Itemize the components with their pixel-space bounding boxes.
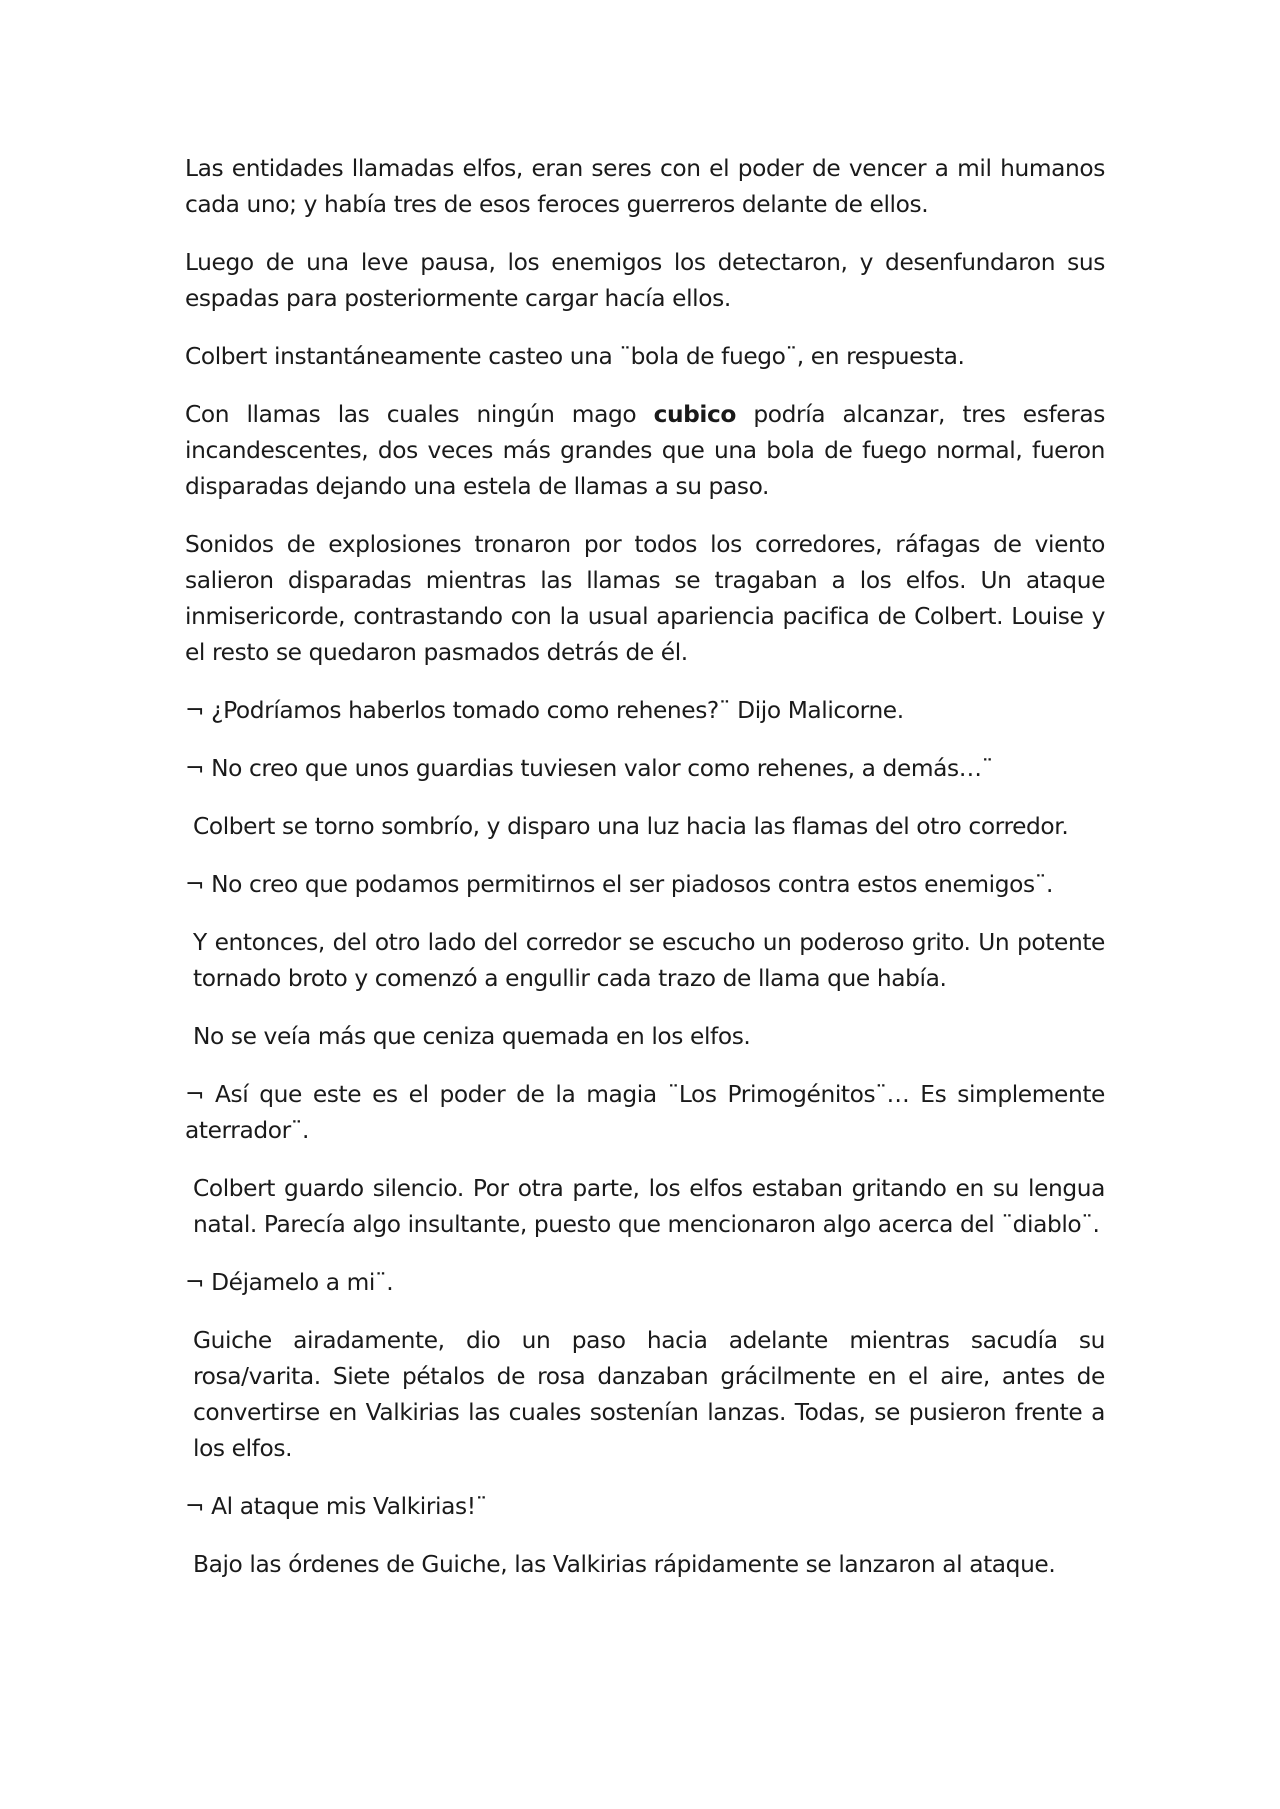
paragraph-text: podría alcanzar, tres esferas incandescentes, dos veces más grandes que una bola de fuego normal, fueron disparadas dejando una estela de llamas a su paso. bbox=[185, 401, 1105, 500]
paragraph: Colbert se torno sombrío, y disparo una luz hacia las flamas del otro corredor. bbox=[193, 813, 1069, 840]
dialogue-line: ¬ Déjamelo a mi¨. bbox=[185, 1269, 394, 1296]
dialogue-line: ¬ No creo que podamos permitirnos el ser piadosos contra estos enemigos¨. bbox=[185, 871, 1053, 898]
paragraph: Sonidos de explosiones tronaron por todos los corredores, ráfagas de viento salieron disparadas mientras las llamas se tragaban a los elfos. Un ataque inmisericorde, contrastando con la usual apariencia pacifica de Colbert. Louise y el resto se quedaron pasmados detrás de él. bbox=[185, 531, 1105, 666]
paragraph: Bajo las órdenes de Guiche, las Valkirias rápidamente se lanzaron al ataque. bbox=[193, 1551, 1056, 1578]
paragraph: Colbert instantáneamente casteo una ¨bola de fuego¨, en respuesta. bbox=[185, 343, 965, 370]
dialogue-line: ¬ No creo que unos guardias tuviesen valor como rehenes, a demás…¨ bbox=[185, 755, 993, 782]
paragraph: Luego de una leve pausa, los enemigos los detectaron, y desenfundaron sus espadas para posteriormente cargar hacía ellos. bbox=[185, 249, 1105, 312]
paragraph: Y entonces, del otro lado del corredor se escucho un poderoso grito. Un potente tornado broto y comenzó a engullir cada trazo de llama que había. bbox=[193, 929, 1105, 992]
body-text bbox=[185, 151, 1105, 1605]
paragraph bbox=[185, 397, 1105, 505]
paragraph: Las entidades llamadas elfos, eran seres con el poder de vencer a mil humanos cada uno; y había tres de esos feroces guerreros delante de ellos. bbox=[185, 155, 1105, 218]
paragraph: Colbert guardo silencio. Por otra parte, los elfos estaban gritando en su lengua natal. Parecía algo insultante, puesto que mencionaron algo acerca del ¨diablo¨. bbox=[193, 1175, 1105, 1238]
bold-word: cubico bbox=[653, 401, 737, 428]
dialogue-line: ¬ Al ataque mis Valkirias!¨ bbox=[185, 1493, 487, 1520]
paragraph: Guiche airadamente, dio un paso hacia adelante mientras sacudía su rosa/varita. Siete pétalos de rosa danzaban grácilmente en el aire, antes de convertirse en Valkirias las cuales sostenían lanzas. Todas, se pusieron frente a los elfos. bbox=[193, 1327, 1105, 1462]
paragraph-text: Con llamas las cuales ningún mago bbox=[185, 401, 654, 428]
dialogue-line: ¬ Así que este es el poder de la magia ¨Los Primogénitos¨… Es simplemente aterrador¨. bbox=[185, 1081, 1105, 1144]
dialogue-line: ¬ ¿Podríamos haberlos tomado como rehenes?¨ Dijo Malicorne. bbox=[185, 697, 904, 724]
paragraph: No se veía más que ceniza quemada en los elfos. bbox=[193, 1023, 751, 1050]
